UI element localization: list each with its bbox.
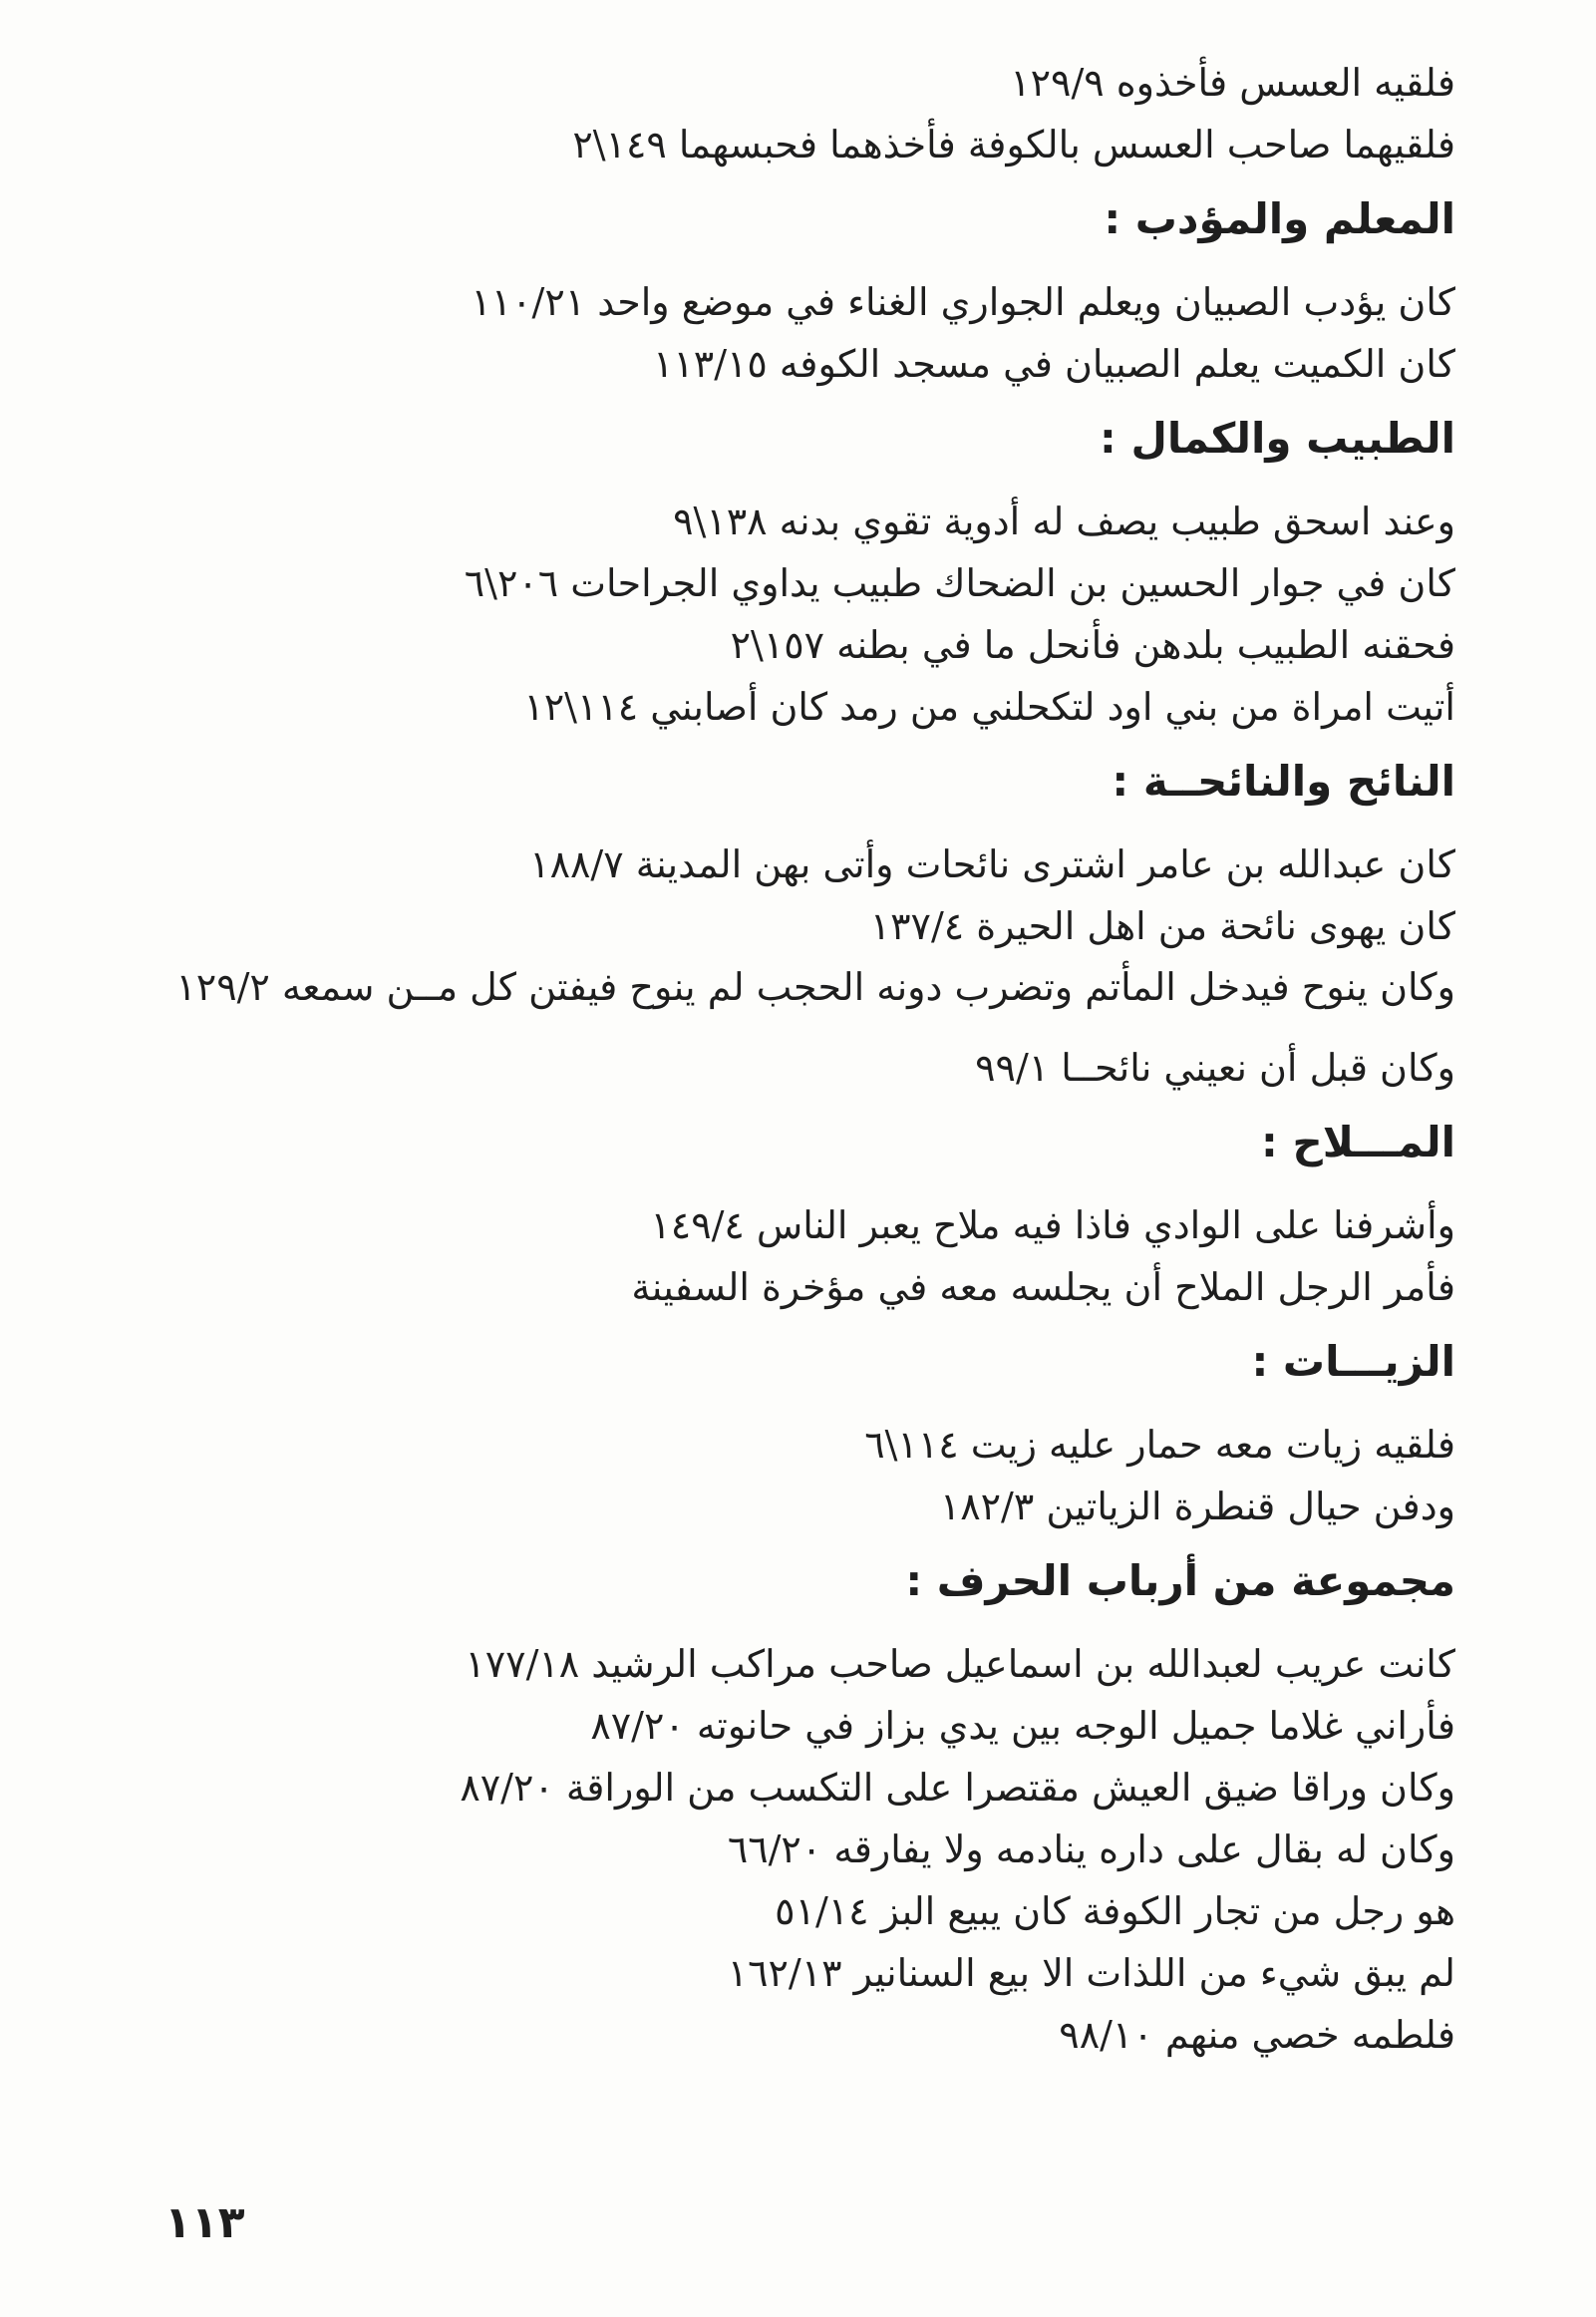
text-line: وأشرفنا على الوادي فاذا فيه ملاح يعبر الناس ١٤٩/٤ bbox=[650, 1203, 1455, 1247]
section-heading: الزيـــات : bbox=[1251, 1337, 1455, 1386]
text-line: كان في جوار الحسين بن الضحاك طبيب يداوي الجراحات ٢٠٦\٦ bbox=[464, 561, 1455, 605]
text-line: وكان وراقا ضيق العيش مقتصرا على التكسب من الوراقة ٨٧/٢٠ bbox=[460, 1766, 1455, 1810]
text-line: فأمر الرجل الملاح أن يجلسه معه في مؤخرة السفينة bbox=[631, 1265, 1455, 1309]
text-line: ودفن حيال قنطرة الزياتين ١٨٢/٣ bbox=[939, 1485, 1455, 1528]
text-line: فلقيه زيات معه حمار عليه زيت ١١٤\٦ bbox=[864, 1423, 1455, 1467]
section-teacher bbox=[120, 185, 1455, 395]
page-content bbox=[120, 52, 1455, 2066]
text-line: وكان له بقال على داره ينادمه ولا يفارقه ٦٦/٢٠ bbox=[727, 1827, 1455, 1871]
section-physician bbox=[120, 405, 1455, 738]
text-line: وكان قبل أن نعيني نائحــا ٩٩/١ bbox=[975, 1046, 1455, 1090]
text-line: كان يؤدب الصبيان ويعلم الجواري الغناء في موضع واحد ١١٠/٢١ bbox=[471, 280, 1455, 324]
text-line: أتيت امراة من بني اود لتكحلني من رمد كان أصابني ١١٤\١٢ bbox=[523, 685, 1455, 729]
text-line: وعند اسحق طبيب يصف له أدوية تقوي بدنه ١٣٨\٩ bbox=[673, 499, 1455, 543]
text-line: كان الكميت يعلم الصبيان في مسجد الكوفه ١١٣/١٥ bbox=[652, 342, 1455, 386]
intro-section bbox=[120, 52, 1455, 175]
text-line: فحقنه الطبيب بلدهن فأنحل ما في بطنه ١٥٧\٢ bbox=[730, 623, 1455, 667]
section-oil-seller bbox=[120, 1328, 1455, 1537]
text-line: فلقيه العسس فأخذوه ١٢٩/٩ bbox=[1010, 61, 1455, 105]
spacer bbox=[120, 1017, 1455, 1037]
text-line: فلطمه خصي منهم ٩٨/١٠ bbox=[1059, 2013, 1455, 2057]
section-heading: مجموعة من أرباب الحرف : bbox=[905, 1556, 1455, 1605]
page-number: ١١٣ bbox=[164, 2197, 245, 2248]
text-line: كان يهوى نائحة من اهل الحيرة ١٣٧/٤ bbox=[869, 904, 1455, 948]
section-boatman bbox=[120, 1109, 1455, 1318]
section-heading: الطبيب والكمال : bbox=[1100, 414, 1455, 463]
section-heading: المعلم والمؤدب : bbox=[1104, 194, 1455, 243]
text-line: كان عبدالله بن عامر اشترى نائحات وأتى بهن المدينة ١٨٨/٧ bbox=[529, 842, 1455, 886]
text-line: فلقيهما صاحب العسس بالكوفة فأخذهما فحبسهما ١٤٩\٢ bbox=[572, 123, 1455, 166]
text-line: وكان ينوح فيدخل المأتم وتضرب دونه الحجب لم ينوح فيفتن كل مــن سمعه ١٢٩/٢ bbox=[175, 965, 1455, 1009]
section-heading: المـــلاح : bbox=[1261, 1118, 1455, 1166]
text-line: كانت عريب لعبدالله بن اسماعيل صاحب مراكب الرشيد ١٧٧/١٨ bbox=[465, 1642, 1455, 1686]
section-mourners bbox=[120, 748, 1455, 1099]
text-line: هو رجل من تجار الكوفة كان يبيع البز ٥١/١٤ bbox=[775, 1889, 1455, 1933]
text-line: فأراني غلاما جميل الوجه بين يدي بزاز في حانوته ٨٧/٢٠ bbox=[590, 1704, 1455, 1748]
text-line: لم يبق شيء من اللذات الا بيع السنانير ١٦٢/١٣ bbox=[727, 1951, 1455, 1995]
section-heading: النائح والنائحــة : bbox=[1112, 757, 1455, 806]
section-craftsmen bbox=[120, 1547, 1455, 2066]
